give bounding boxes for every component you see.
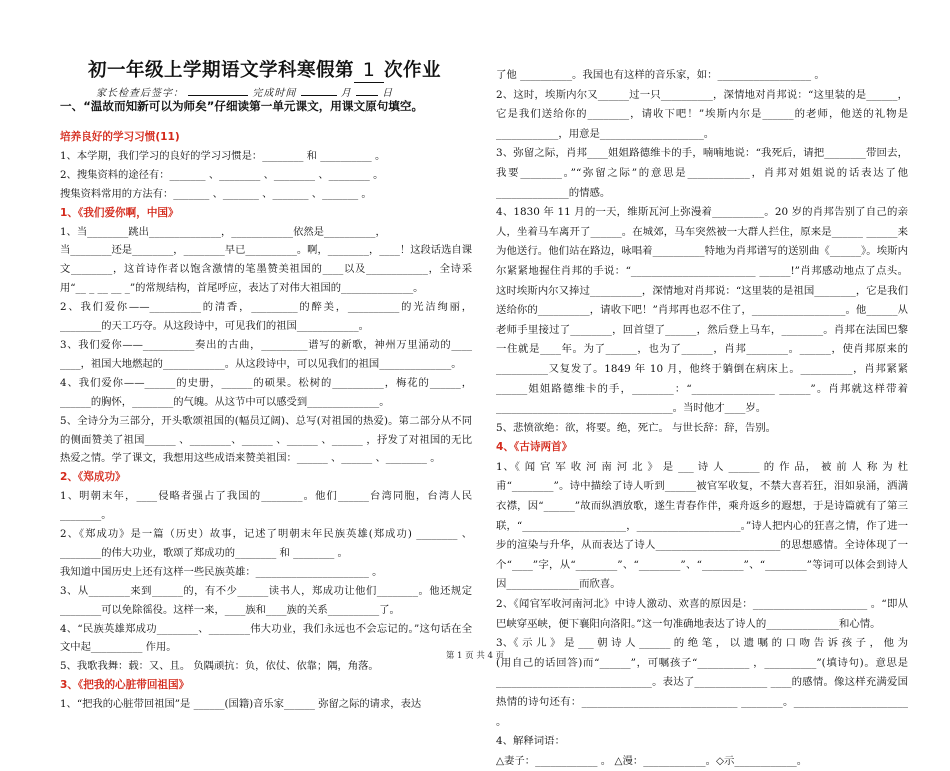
- question-line: 1、本学期，我们学习的良好的学习习惯是：________ 和 __________ 。: [60, 149, 386, 162]
- day-blank: [356, 86, 378, 96]
- page-title: [88, 58, 468, 83]
- question-line: 搜集资料常用的方法有：_______ 、_______ 、_______ 、_______ 。: [60, 187, 372, 200]
- question-line: 2、这时，埃斯内尔又______过一只__________，深情地对肖邦说：“这里装的是______，它是我们送给你的________，请收下吧！”埃斯内尔是______的老师，他送的礼物是____________，用意是____________________。: [496, 88, 908, 140]
- question-line: 4、我们爱你——______的史册，______的硕果。松树的__________，梅花的______，______的胸怀，________的气魄。从这节中可以感受到______________。: [60, 376, 472, 408]
- signature-blank: [188, 86, 248, 96]
- question-line: 1、明朝末年，____侵略者强占了我国的________。他们______台湾同胞，台湾人民________。: [60, 490, 472, 522]
- question-line: 当________还是________，________早已__________。啊，________，____！这段话选自课文________，这首诗作者以饱含激情的笔墨赞美祖国的____以及____________，全诗采用“__ _ __ __ _”的常规结构，首尾呼应，表达了对伟大祖国的______________。: [60, 244, 472, 295]
- title-suffix: 次作业: [384, 60, 442, 81]
- right-column: [496, 66, 908, 771]
- month-blank: [301, 86, 337, 96]
- finish-time-label: 完成时间: [252, 88, 297, 99]
- question-line: 1、“把我的心脏带回祖国”是 ______(国籍)音乐家______ 弥留之际的请求，表达: [60, 698, 422, 711]
- title-number: 1: [354, 58, 384, 83]
- day-label: 日: [382, 88, 394, 99]
- question-line: 1、《 闻 官 军 收 河 南 河 北 》 是 ___ 诗 人 ______ 的 作 品， 被 前 人 称 为 杜 甫“________”。诗中描绘了诗人听到______被官军收复，不禁大喜若狂，泪如泉涌，洒满衣襟，因“______”故而纵酒放歌，遂生青春作伴，乘舟返乡的遐想，于是诗篇就有了第三联，“____________________，____________________。”诗人把内心的狂喜之情，作了进一步的渲染与升华，从而表达了诗人________________________的思想感情。全诗体现了一个“____”字，从“________”、“________”、“________”、“________”等词可以体会到诗人因______________而欣喜。: [496, 460, 908, 591]
- question-line: △妻子：____________ 。 △漫：____________。◇示____________。: [496, 754, 808, 767]
- section-heading: 1、《我们爱你啊，中国》: [60, 206, 179, 219]
- question-line: 5、悲愤欲绝：欲，将要。绝，死亡。 与世长辞：辞，告别。: [496, 421, 777, 434]
- question-line: 2、搜集资料的途径有：_______ 、________ 、________ 、________ 。: [60, 168, 384, 181]
- question-line: 5、全诗分为三部分，开头歌颂祖国的(幅员辽阔)、总写(对祖国的热爱)。第二部分从不同的侧面赞美了祖国______ 、________、______ 、______ 、______ ，抒发了对祖国的无比热爱之情。学了课文，我想用这些成语来赞美祖国：______ 、______ 、________ 。: [60, 414, 472, 465]
- left-column: [60, 128, 472, 714]
- title-prefix: 初一年级上学期语文学科寒假第: [88, 60, 355, 81]
- question-line: 2、我们爱你——__________的清香，_________的醉美，__________的光洁绚丽，________的天工巧夺。从这段诗中，可见我们的祖国____________。: [60, 301, 472, 333]
- question-line: 4、1830 年 11 月的一天，维斯瓦河上弥漫着__________。20 岁的肖邦告别了自己的亲人，坐着马车离开了______。在城郊，马车突然被一大群人拦住，原来是______ ______来为他送行。他们站在路边，咏唱着__________特地为肖邦谱写的送别曲《______》。埃斯内尔紧紧地握住肖邦的手说：“________________________ ______!”肖邦感动地点了点头。这时埃斯内尔又捧过__________，深情地对肖邦说：“这里装的是祖国________，它是我们送给你的__________，请收下吧！”肖邦再也忍不住了，__________________。他______从老师手里接过了________，回首望了______，然后登上马车，________。肖邦在法国巴黎一住就是____年。为了______，也为了______，肖邦________。______，使肖邦原来的__________又复发了。1849 年 10 月，他终于躺倒在病床上。__________，肖邦紧紧______姐姐路德维卡的手，________：“________________ ______”。肖邦就这样带着__________________________________。当时他才____岁。: [496, 206, 908, 415]
- question-line: 了他 __________。我国也有这样的音乐家，如：__________________ 。: [496, 69, 825, 81]
- section-heading: 培养良好的学习习惯(11): [60, 131, 180, 143]
- question-line: 3、《 示 儿 》 是 ___ 朝 诗 人 ______ 的 绝 笔 ， 以 遗 嘱 的 口 吻 告 诉 孩 子 ， 他 为(用自己的话回答)而“______”，可嘱孩子“__________ ，__________”(填诗句)。意思是______________________________。表达了______________ ____的感情。像这样充满爱国热情的诗句还有：______________________________ ________。______________________ 。: [496, 637, 908, 728]
- section-heading: 4、《古诗两首》: [496, 441, 573, 454]
- parent-signature-label: 家长检查后签字：: [96, 88, 184, 99]
- instruction-heading: 一、“温故而知新可以为师矣”仔细读第一单元课文，用课文原句填空。: [60, 99, 424, 113]
- question-line: 2、《闻官军收河南河北》中诗人激动、欢喜的原因是：______________________ 。“即从巴峡穿巫峡，便下襄阳向洛阳。”这一句准确地表达了诗人的______________和心情。: [496, 598, 908, 630]
- question-line: 4、解释词语：: [496, 735, 565, 748]
- month-label: 月: [340, 88, 352, 99]
- question-line: 3、我们爱你——__________奏出的古曲，_________谱写的新歌，神州万里涌动的____ ____，祖国大地燃起的____________。从这段诗中，可以见我们的祖国______________。: [60, 338, 472, 370]
- question-line: 4、“民族英雄郑成功________、________伟大功业，我们永远也不会忘记的。”这句话在全文中起__________ 作用。: [60, 622, 472, 654]
- page-footer: 第 1 页 共 4 页: [445, 651, 505, 661]
- question-line: 3、从________来到______的，有不少______读书人，郑成功让他们________。他还规定________可以免除徭役。这样一来，____族和____族的关系__________了。: [60, 584, 472, 616]
- question-line: 5、我歌我舞：载：又、且。 负隅顽抗：负，依仗、依靠；隅，角落。: [60, 660, 379, 673]
- question-line: 1、当________跳出______________，____________依然是__________，: [60, 225, 386, 238]
- question-line: 3、弥留之际，肖邦____姐姐路德维卡的手，喃喃地说：“我死后，请把________带回去，我要________。”“弥留之际”的意思是____________，肖邦对姐姐说的话表达了他______________的情感。: [496, 147, 908, 199]
- question-line: 我知道中国历史上还有这样一些民族英雄：______________________ 。: [60, 565, 383, 578]
- section-heading: 2、《郑成功》: [60, 471, 126, 484]
- question-line: 2、《郑成功》是一篇（历史）故事，记述了明朝末年民族英雄(郑成功) ________ 、________的伟大功业，歌颂了郑成功的________ 和 ________ 。: [60, 528, 472, 559]
- section-heading: 3、《把我的心脏带回祖国》: [60, 679, 190, 692]
